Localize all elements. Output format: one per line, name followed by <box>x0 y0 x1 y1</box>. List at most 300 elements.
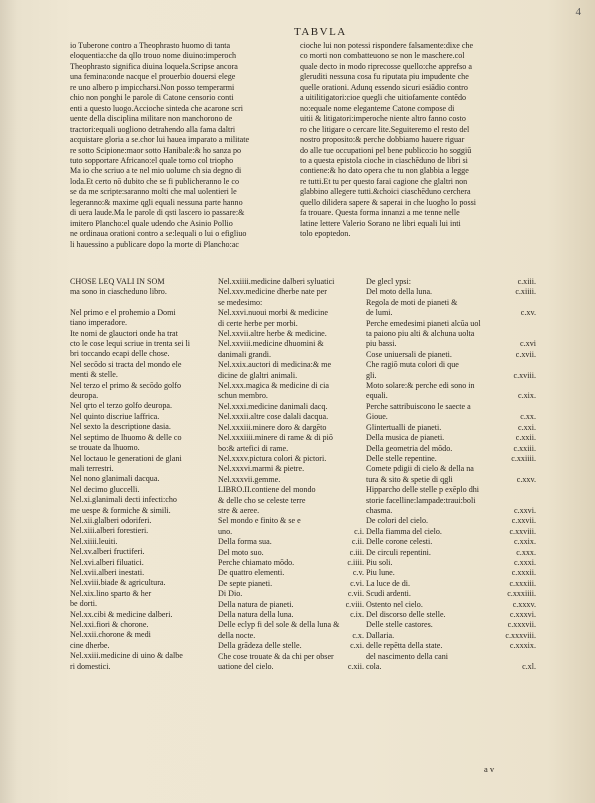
toc-entry-text: Nel.xxiii.medicine di uino & dalbe <box>70 651 183 661</box>
toc-entry-text: Nel.xxv.medicine dherbe nate per <box>218 287 327 297</box>
toc-chapter-number: c.xxxix. <box>509 641 536 651</box>
toc-entry <box>218 662 364 672</box>
toc-entry-text: bo:& artefici di rame. <box>218 443 289 453</box>
toc-entry-text: Nel sexto la descriptione dasia. <box>70 422 171 432</box>
toc-entry <box>218 579 364 589</box>
toc-entry-text: Piu soli. <box>366 557 393 567</box>
toc-entry-text: menti & stelle. <box>70 370 118 380</box>
toc-entry-text: LIBRO.II.contiene del mondo <box>218 485 316 495</box>
text-line: glabbino allegere tutti.&choici ciaschēduno cerchera <box>300 187 471 197</box>
toc-entry <box>218 610 364 620</box>
toc-chapter-number: c.xii. <box>347 662 364 672</box>
toc-entry-text: Nel.xiiii.leuiti. <box>70 536 118 546</box>
toc-entry <box>218 412 364 422</box>
toc-entry-text: Glintertualli de pianeti. <box>366 422 442 432</box>
toc-entry-text: be dorti. <box>70 599 97 609</box>
toc-entry <box>218 506 364 516</box>
text-line: latine lettere Valerio Sorano ne libri equali lui inti <box>300 218 461 228</box>
toc-entry-text: Nel decimo gluccelli. <box>70 484 140 494</box>
toc-entry <box>70 506 216 516</box>
toc-chapter-number: c.ii. <box>351 537 364 547</box>
toc-chapter-number: c.xxiii. <box>513 443 536 453</box>
text-line: Theophrasto significa diuina loquela.Scripse ancora <box>70 61 238 71</box>
toc-entry <box>70 516 216 526</box>
toc-entry <box>366 537 536 547</box>
toc-entry <box>366 277 536 287</box>
toc-entry-text: Di Dio. <box>218 589 243 599</box>
toc-entry <box>218 371 364 381</box>
toc-chapter-number: c.xxxv. <box>512 599 536 609</box>
toc-entry <box>366 662 536 672</box>
toc-entry <box>366 600 536 610</box>
toc-chapter-number: c.xix. <box>518 391 536 401</box>
toc-entry-text: Ostento nel cielo. <box>366 599 423 609</box>
toc-entry <box>218 641 364 651</box>
text-line: tolo epoptedon. <box>300 229 351 239</box>
toc-chapter-number: c.iii. <box>349 547 364 557</box>
toc-chapter-number: c.xxxvi. <box>509 610 536 619</box>
toc-entry-text: Nel.xxxiiii.minere di rame & di piō <box>218 433 333 443</box>
text-line: chio non ponghi le parole di Catone censorio conti <box>70 93 234 103</box>
toc-entry-text: Della fiamma del cielo. <box>366 526 442 536</box>
toc-entry-text: Nel.xviii.biade & agricultura. <box>70 578 166 588</box>
toc-entry-text: Nel loctauo le generationi de glani <box>70 453 182 463</box>
text-line: enti a questo luogo.Accioche sinteda che acarone scri <box>70 103 244 113</box>
text-line: io Tuberone contro a Theophrasto huomo di tanta <box>70 41 231 50</box>
toc-entry <box>218 485 364 495</box>
toc-entry-text: De quattro elementi. <box>218 568 285 578</box>
text-line: contiene:& ho dato opera che tu non glabbia a legge <box>300 166 469 176</box>
toc-entry-text: Nel secōdo si tracta del mondo ele <box>70 359 182 369</box>
toc-entry-text: gli. <box>366 370 377 380</box>
toc-entry-text: Nel.xi.glanimali decti infecti:cho <box>70 495 177 505</box>
toc-entry-text: Nel.xxxi.medicine danimali dacq. <box>218 401 328 411</box>
toc-entry <box>70 370 216 380</box>
toc-entry <box>218 620 364 630</box>
toc-entry <box>70 547 216 557</box>
toc-entry <box>218 298 364 308</box>
toc-entry <box>366 496 536 506</box>
toc-entry <box>218 339 364 349</box>
toc-entry-text: Nel.xx.cibi & medicine dalberi. <box>70 609 173 619</box>
toc-entry <box>70 454 216 464</box>
toc-entry <box>366 589 536 599</box>
toc-chapter-number: c.xi. <box>350 641 364 651</box>
text-line: nostro proposito:& perche dobbiamo hauere riguar <box>300 135 465 145</box>
toc-chapter-number: c.xxxvii. <box>507 620 536 630</box>
text-line: no:equale nome eleganteme Catone compose di <box>300 103 455 113</box>
toc-chapter-number: c.xxiiii. <box>511 453 536 463</box>
toc-entry <box>70 630 216 640</box>
toc-chapter-number: c.xxvi. <box>513 505 536 515</box>
toc-entry-text: piu bassi. <box>366 339 397 349</box>
toc-entry <box>218 548 364 558</box>
page-corner-mark: 4 <box>575 6 581 18</box>
contents-column-1 <box>70 277 216 672</box>
text-line: loda.Et certo nō dubito che se fi publicheranno le co <box>70 176 240 186</box>
toc-entry-text: De colori del cielo. <box>366 516 429 526</box>
text-line: tractori:equali uogliono detrahendo alla fama daltri <box>70 124 236 134</box>
toc-entry <box>218 319 364 329</box>
contents-column-3 <box>366 277 536 672</box>
toc-entry <box>218 423 364 433</box>
toc-entry-text: Nel nono glanimali dacqua. <box>70 474 160 484</box>
toc-entry-text: Nel qrto el terzo golfo deuropa. <box>70 401 173 411</box>
toc-entry-text: Della natura della luna. <box>218 610 294 619</box>
toc-chapter-number: c.vii. <box>347 589 364 599</box>
toc-entry <box>70 495 216 505</box>
toc-entry <box>70 537 216 547</box>
toc-entry-text: Della grādeza delle stelle. <box>218 641 302 651</box>
toc-entry-text: Nel.xxx.magica & medicine di cia <box>218 381 330 391</box>
toc-chapter-number: c.viii. <box>345 599 364 609</box>
toc-entry-text: Delle eclyp fi del sole & della luna & <box>218 620 340 630</box>
toc-entry <box>366 319 536 329</box>
toc-entry <box>218 464 364 474</box>
text-line: uitii & litigatori:imperoche niente altro fanno costo <box>300 114 466 124</box>
text-line: di uera laude.Ma le parole di qsti lascero io passare:& <box>70 208 245 218</box>
toc-chapter-number: c.xxi. <box>518 422 536 432</box>
toc-entry-text: Scudi ardenti. <box>366 589 411 599</box>
toc-entry-text: Hipparcho delle stelle p exēplo dhi <box>366 485 480 495</box>
text-line: re uno albero p impiccharsi.Non posso temperarmi <box>70 82 235 92</box>
toc-entry-text: Nel.xxxv.pictura colori & pictori. <box>218 453 327 463</box>
toc-entry-text: De glecl ypsi: <box>366 277 411 286</box>
text-line: quale decto in modo riprecosse quello:che apprefso a <box>300 61 472 71</box>
toc-entry-text: Sel mondo e finito & se e <box>218 516 301 526</box>
toc-chapter-number: c.x. <box>352 630 364 640</box>
toc-entry-text: cola. <box>366 662 382 672</box>
toc-entry-text: Delle stelle repentine. <box>366 453 437 463</box>
signature-mark: a v <box>484 764 495 774</box>
toc-chapter-number: c.xxx. <box>516 547 536 557</box>
toc-entry-text: cine dherbe. <box>70 640 110 650</box>
toc-entry <box>70 599 216 609</box>
toc-entry <box>366 423 536 433</box>
text-line: se da me scripte:saranno molti che mal uolentieri le <box>70 187 237 197</box>
toc-entry-text: & delle cho se celeste terre <box>218 495 306 505</box>
toc-entry <box>218 496 364 506</box>
toc-entry <box>70 422 216 432</box>
toc-entry <box>218 631 364 641</box>
toc-entry-text: Ite nomi de glauctori onde ha trat <box>70 328 178 338</box>
toc-chapter-number: c.xxxii. <box>511 568 536 578</box>
toc-entry-text: Che cose trouate & da chi per obser <box>218 651 334 661</box>
toc-entry <box>366 371 536 381</box>
toc-entry-text: Che ragiō muta colori di que <box>366 360 459 370</box>
toc-entry <box>218 391 364 401</box>
toc-entry <box>366 287 536 297</box>
toc-entry <box>366 298 536 308</box>
toc-entry <box>366 402 536 412</box>
toc-entry-text: deuropa. <box>70 391 99 401</box>
toc-entry-text: danimali grandi. <box>218 349 272 359</box>
toc-entry-text: Nel.xv.alberi fructiferi. <box>70 547 145 557</box>
text-line: eloquentia:che da qllo trouo nome diuino:imperoch <box>70 51 237 61</box>
toc-entry-text: Nel.xxxiii.minere doro & dargēto <box>218 422 327 432</box>
toc-entry <box>366 329 536 339</box>
toc-entry <box>218 516 364 526</box>
page-header: TABVLA <box>294 26 347 38</box>
toc-entry-text: ma sono in ciascheduno libro. <box>70 287 167 297</box>
toc-chapter-number: c.xxii. <box>515 433 536 443</box>
toc-entry-text: CHOSE LEQ VALI IN SOM <box>70 277 165 286</box>
toc-entry-text: cto le cose lequi scriue in trenta sei li <box>70 339 191 349</box>
toc-entry <box>70 318 216 328</box>
toc-entry-text: della nocte. <box>218 630 256 640</box>
toc-entry <box>70 308 216 318</box>
toc-entry-text: Perche emedesimi pianeti alcūa uol <box>366 318 481 328</box>
toc-entry-text: Comete pdigii di cielo & della na <box>366 464 474 474</box>
toc-entry-text: Del discorso delle stelle. <box>366 610 446 619</box>
toc-entry <box>70 401 216 411</box>
toc-entry <box>70 578 216 588</box>
toc-chapter-number: c.iiii. <box>347 557 364 567</box>
toc-entry-text: Nel primo e el prohemio a Domi <box>70 307 176 317</box>
toc-entry <box>218 402 364 412</box>
toc-entry-text: equali. <box>366 391 388 401</box>
toc-entry-text: ta paiono piu alti & alchuna uolta <box>366 329 475 339</box>
toc-entry <box>366 308 536 318</box>
toc-entry-text: La luce de di. <box>366 578 411 588</box>
toc-entry-text: bri toccando ecapi delle chose. <box>70 349 170 359</box>
text-line: acquistare gloria a se.chor lui hauea imparato a militate <box>70 135 250 145</box>
toc-entry-text: Nel terzo el primo & secōdo golfo <box>70 380 182 390</box>
toc-entry <box>366 391 536 401</box>
toc-entry <box>70 277 216 287</box>
toc-entry <box>366 641 536 651</box>
text-line: to a questa epistola cioche in ciaschēduno de libri si <box>300 155 468 165</box>
toc-entry <box>70 464 216 474</box>
toc-chapter-number: c.xv. <box>520 308 536 318</box>
toc-entry <box>366 579 536 589</box>
toc-entry-text: Nel.xxxvii.gemme. <box>218 474 281 484</box>
toc-entry-text: me uespe & formiche & simili. <box>70 505 171 515</box>
toc-entry <box>218 433 364 443</box>
toc-entry <box>218 652 364 662</box>
toc-entry <box>366 516 536 526</box>
toc-entry-text: Nel.xxxvi.marmi & pietre. <box>218 464 305 474</box>
toc-entry <box>70 474 216 484</box>
toc-entry <box>70 329 216 339</box>
spacer <box>70 298 216 308</box>
toc-entry <box>70 662 216 672</box>
toc-entry-text: de lumi. <box>366 308 393 318</box>
text-line: li hauessino a publicare dopo la morte di Plancho:ac <box>70 239 240 249</box>
toc-entry-text: Nel.xxi.fiori & chorone. <box>70 620 149 629</box>
toc-entry <box>366 475 536 485</box>
toc-entry-text: Moto solare:& perche edi sono in <box>366 381 475 391</box>
toc-entry-text: Regola de moti de pianeti & <box>366 297 458 307</box>
toc-entry-text: ri domestici. <box>70 661 111 671</box>
toc-entry-text: schun membro. <box>218 391 268 401</box>
toc-entry <box>70 641 216 651</box>
toc-chapter-number: c.i. <box>354 526 364 536</box>
toc-entry-text: Della musica de pianeti. <box>366 433 445 443</box>
epistle-right-column <box>300 41 545 240</box>
text-line: una femina:onde nacque el prouerbio douersi elege <box>70 72 236 82</box>
toc-entry-text: Nel quinto discriue laffrica. <box>70 411 160 421</box>
toc-entry-text: Della forma sua. <box>218 537 272 547</box>
toc-chapter-number: c.xiiii. <box>515 287 536 297</box>
toc-entry-text: Della geometria del mōdo. <box>366 443 453 453</box>
toc-entry <box>366 506 536 516</box>
toc-entry-text: Nel.xxvii.altre herbe & medicine. <box>218 329 327 339</box>
toc-entry <box>70 651 216 661</box>
toc-entry-text: De circuli repentini. <box>366 547 431 557</box>
toc-entry-text: uno. <box>218 526 233 536</box>
toc-chapter-number: c.xxxiiii. <box>507 589 536 599</box>
toc-entry-text: tura & sito & spetie di qgli <box>366 474 453 484</box>
toc-entry <box>366 485 536 495</box>
toc-entry <box>218 287 364 297</box>
toc-chapter-number: c.xl. <box>522 662 536 672</box>
toc-entry <box>70 391 216 401</box>
toc-entry <box>218 308 364 318</box>
toc-chapter-number: c.xx. <box>520 412 536 422</box>
toc-entry <box>70 287 216 297</box>
toc-entry <box>218 600 364 610</box>
toc-entry <box>70 443 216 453</box>
toc-entry <box>366 464 536 474</box>
toc-entry <box>70 339 216 349</box>
toc-chapter-number: c.xxxviii. <box>505 630 536 640</box>
text-line: co morti non combatteuono se non le maschere.col <box>300 51 465 61</box>
toc-chapter-number: c.xxix. <box>513 537 536 547</box>
text-line: imitero Plancho:el quale udendo che Asinio Pollio <box>70 218 233 228</box>
toc-chapter-number: c.xvi <box>520 339 536 349</box>
text-line: legeranno:& maxime qgli equali nessuna parte hanno <box>70 197 243 207</box>
toc-chapter-number: c.ix. <box>350 610 364 619</box>
toc-entry <box>70 349 216 359</box>
toc-chapter-number: c.xxxiii. <box>509 578 536 588</box>
toc-entry <box>218 329 364 339</box>
toc-chapter-number: c.vi. <box>350 578 364 588</box>
toc-entry <box>366 412 536 422</box>
text-line: re tutti.Et tu per questo farai cagione che glaltri non <box>300 176 468 186</box>
toc-entry <box>218 360 364 370</box>
toc-entry <box>70 589 216 599</box>
toc-entry-text: Nel.xxii.chorone & medi <box>70 630 151 640</box>
toc-entry <box>366 558 536 568</box>
toc-entry-text: Nel.xxvi.nuoui morbi & medicine <box>218 308 328 318</box>
toc-entry <box>366 360 536 370</box>
toc-chapter-number: c.xvii. <box>515 349 536 359</box>
toc-entry-text: Nel.xiii.alberi forestieri. <box>70 526 149 536</box>
toc-entry <box>70 526 216 536</box>
toc-entry-text: delle repētta della state. <box>366 641 443 651</box>
text-line: cioche lui non potessi rispondere falsamente:dixe che <box>300 41 474 50</box>
text-line: Ma io che scriuo a te nel mio uolume ch sia degno di <box>70 166 242 176</box>
toc-entry-text: Delle corone celesti. <box>366 537 433 547</box>
toc-entry-text: Del moto della luna. <box>366 287 433 297</box>
epistle-left-column <box>70 41 302 250</box>
toc-entry-text: del nascimento della cani <box>366 651 449 661</box>
toc-entry-text: Nel.xxiiii.medicine dalberi syluatici <box>218 277 335 286</box>
toc-chapter-number: c.xiii. <box>517 277 536 286</box>
toc-entry-text: Piu lune. <box>366 568 395 578</box>
toc-chapter-number: c.xviii. <box>513 370 536 380</box>
toc-entry <box>366 620 536 630</box>
toc-entry <box>218 568 364 578</box>
toc-entry <box>70 412 216 422</box>
toc-entry-text: Della natura de pianeti. <box>218 599 294 609</box>
text-line: quelle orationi. Adunq essendo sicuri esiādio contro <box>300 82 468 92</box>
contents-column-2 <box>218 277 364 672</box>
toc-entry <box>366 631 536 641</box>
toc-entry-text: Nel.xii.glalberi odoriferi. <box>70 515 152 525</box>
toc-entry <box>366 350 536 360</box>
toc-entry-text: chasma. <box>366 505 393 515</box>
toc-entry-text: De septe pianeti. <box>218 578 273 588</box>
toc-entry <box>366 568 536 578</box>
toc-entry-text: Nel.xxxii.altre cose dalali dacqua. <box>218 412 329 422</box>
toc-entry <box>366 381 536 391</box>
toc-entry-text: Cose uniuersali de pianeti. <box>366 349 452 359</box>
toc-entry-text: Nel.xvii.alberi inestati. <box>70 567 145 577</box>
toc-entry-text: Nel septimo de lhuomo & delle co <box>70 432 182 442</box>
text-line: gleruditi nessuna cosa fu riputata piu impudente che <box>300 72 469 82</box>
toc-entry-text: se medesimo: <box>218 297 263 307</box>
toc-entry <box>70 610 216 620</box>
text-line: ne ordinaua orationi contro a se:lequali o lui o efigliuo <box>70 229 247 239</box>
toc-entry <box>218 381 364 391</box>
toc-entry <box>366 527 536 537</box>
text-line: fa trouare. Questa forma innanzi a me tenne nelle <box>300 208 460 218</box>
toc-entry-text: mali terrestri. <box>70 463 114 473</box>
toc-entry <box>70 568 216 578</box>
toc-entry-text: Del moto suo. <box>218 547 264 557</box>
toc-entry <box>218 444 364 454</box>
toc-entry <box>366 548 536 558</box>
toc-entry <box>218 527 364 537</box>
toc-entry <box>366 454 536 464</box>
toc-chapter-number: c.xxv. <box>516 474 536 484</box>
text-line: re sotto Scipione:maor sotto Hanibale:& ho sanza po <box>70 145 242 155</box>
toc-entry-text: storie facelline:lampade:traui:boli <box>366 495 476 505</box>
toc-entry <box>218 350 364 360</box>
toc-entry <box>70 558 216 568</box>
toc-entry <box>70 381 216 391</box>
toc-entry <box>70 360 216 370</box>
toc-entry <box>366 339 536 349</box>
text-line: uente della disciplina militare non manchorono de <box>70 114 233 124</box>
toc-chapter-number: c.v. <box>352 568 364 578</box>
toc-entry-text: uatione del cielo. <box>218 662 274 672</box>
text-line: quello dilidera sapere & saperai in che luogho lo possi <box>300 197 476 207</box>
toc-chapter-number: c.xxviii. <box>509 526 536 536</box>
toc-entry-text: Gioue. <box>366 412 388 422</box>
toc-entry <box>366 433 536 443</box>
toc-entry-text: tiano imperadore. <box>70 318 128 328</box>
toc-entry <box>366 610 536 620</box>
text-line: ro che litigare o cercare lite.Seguiteremo el resto del <box>300 124 470 134</box>
toc-entry <box>218 589 364 599</box>
toc-entry <box>218 475 364 485</box>
toc-entry <box>70 433 216 443</box>
toc-entry-text: di certe herbe per morbi. <box>218 318 298 328</box>
toc-entry <box>70 620 216 630</box>
text-line: a uitilitigatori:cioe quegli che uitiofamente contēdo <box>300 93 467 103</box>
toc-entry <box>366 652 536 662</box>
toc-entry <box>218 454 364 464</box>
toc-entry-text: dicine de glaltri animali. <box>218 370 298 380</box>
toc-entry-text: Nel.xxviii.medicine dhuomini & <box>218 339 324 349</box>
toc-chapter-number: c.xxxi. <box>513 557 536 567</box>
toc-entry-text: Nel.xvi.alberi filuatici. <box>70 557 144 567</box>
toc-entry-text: Perche chiamato mōdo. <box>218 557 295 567</box>
toc-entry <box>70 485 216 495</box>
